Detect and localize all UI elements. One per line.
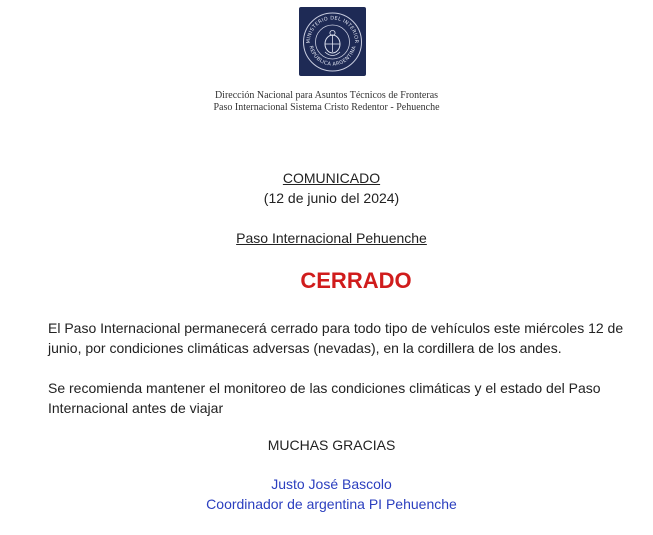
org-line-1: Dirección Nacional para Asuntos Técnicos de Fronteras — [214, 90, 439, 101]
notice-date: (12 de junio del 2024) — [263, 190, 400, 206]
signature-role: Coordinador de argentina PI Pehuenche — [206, 496, 457, 512]
notice-heading-text: COMUNICADO — [282, 170, 381, 186]
svg-text:REPÚBLICA ARGENTINA: REPÚBLICA ARGENTINA — [307, 45, 358, 68]
notice-paragraph-2: Se recomienda mantener el monitoreo de las condiciones climáticas y el estado del Paso Internacional antes de viajar — [48, 380, 601, 416]
notice-paragraph-1: El Paso Internacional permanecerá cerrado para todo tipo de vehículos este miércoles 12 de junio, por condiciones climáticas adversas (nevadas), en la cordillera de los andes. — [48, 320, 624, 356]
notice-route-text: Paso Internacional Pehuenche — [236, 230, 427, 246]
notice-route — [0, 230, 653, 246]
status-label: CERRADO — [300, 268, 412, 293]
org-line-2: Paso Internacional Sistema Cristo Redentor - Pehuenche — [213, 102, 440, 113]
thanks-text: MUCHAS GRACIAS — [267, 437, 396, 453]
signature-name: Justo José Bascolo — [271, 476, 392, 492]
svg-text:MINISTERIO DEL INTERIOR: MINISTERIO DEL INTERIOR — [305, 15, 360, 44]
notice-heading — [0, 170, 653, 186]
ministry-seal — [299, 7, 366, 76]
